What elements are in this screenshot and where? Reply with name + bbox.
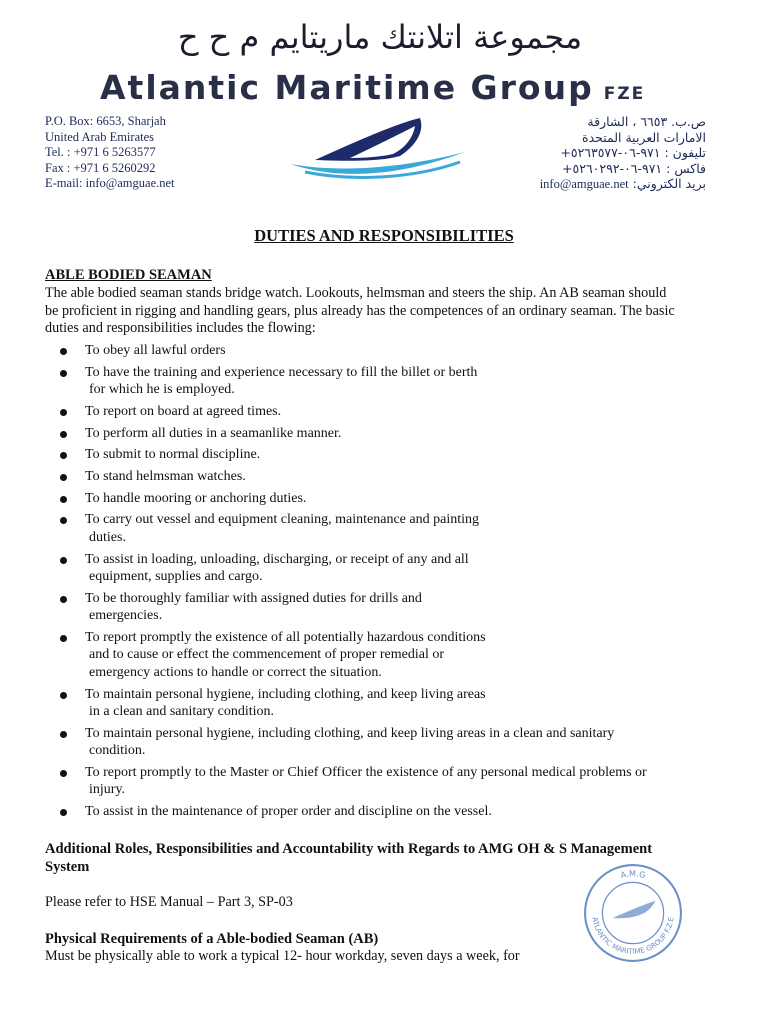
stamp-ship-icon — [613, 901, 656, 918]
duty-text: duties. — [89, 529, 126, 545]
document-title: DUTIES AND RESPONSIBILITIES — [254, 226, 514, 245]
intro-line: duties and responsibilities includes the flowing: — [45, 320, 316, 336]
intro-paragraph — [45, 285, 725, 338]
bullet-icon — [60, 731, 67, 738]
duty-text: To have the training and experience necessary to fill the billet or berth — [85, 364, 478, 380]
duty-text: and to cause or effect the commencement of proper remedial or — [89, 647, 445, 663]
section-heading-line: System — [45, 859, 90, 875]
intro-line: be proficient in rigging and handling gears, plus already has the competences of an ordinary seaman. The basic — [45, 302, 675, 319]
bullet-icon — [60, 692, 67, 699]
bullet-icon — [60, 474, 67, 481]
bullet-icon — [60, 431, 67, 438]
company-name — [100, 68, 645, 107]
hse-reference: Please refer to HSE Manual – Part 3, SP-03 — [45, 894, 293, 910]
duty-text: To carry out vessel and equipment cleaning, maintenance and painting — [85, 512, 479, 528]
contact-line: الامارات العربية المتحدة — [582, 129, 706, 145]
duty-item — [58, 425, 738, 443]
duty-item — [58, 511, 738, 546]
bullet-icon — [60, 409, 67, 416]
duty-item — [58, 686, 738, 721]
company-name-text: Atlantic Maritime Group — [100, 68, 594, 107]
duty-text: emergencies. — [89, 608, 163, 624]
contact-line: تليفون : ٩٧١-٠٦-٥٢٦٣٥٧٧+ — [560, 145, 706, 160]
duty-text: emergency actions to handle or correct the situation. — [89, 664, 382, 680]
duty-text: equipment, supplies and cargo. — [89, 569, 263, 584]
duty-item — [58, 468, 738, 486]
stamp-text-top: A.M.G — [619, 868, 647, 881]
email-address: info@amguae.net — [539, 177, 629, 191]
duty-text: To assist in loading, unloading, discharging, or receipt of any and all — [85, 551, 469, 567]
bullet-icon — [60, 635, 67, 642]
duty-text: To report on board at agreed times. — [85, 403, 282, 419]
duty-text: To perform all duties in a seamanlike manner. — [85, 425, 342, 441]
section-heading-line: Additional Roles, Responsibilities and Accountability with Regards to AMG OH & S Management — [45, 841, 653, 857]
duty-item — [58, 364, 738, 399]
stamp-text-bottom: ATLANTIC MARITIME GROUP F.Z.E — [590, 916, 676, 956]
arabic-company-name: مجموعة اتلانتك ماريتايم م ح ح — [177, 18, 583, 56]
bullet-icon — [60, 809, 67, 816]
section-heading-physical-requirements: Physical Requirements of a Able-bodied Seaman (AB) — [45, 931, 379, 947]
email-label: بريد الكتروني: — [632, 176, 706, 191]
bullet-icon — [60, 452, 67, 459]
svg-text:A.M.G — [619, 868, 646, 880]
duty-item — [58, 629, 738, 682]
bullet-icon — [60, 348, 67, 355]
bullet-icon — [60, 496, 67, 503]
duty-text: injury. — [89, 782, 126, 798]
bullet-icon — [60, 596, 67, 603]
physical-requirements-text: Must be physically able to work a typical 12- hour workday, seven days a week, for — [45, 948, 520, 964]
duty-item — [58, 764, 738, 799]
contact-info-english — [45, 114, 175, 192]
section-heading-additional-roles — [45, 840, 652, 876]
bullet-icon — [60, 517, 67, 524]
duty-text: To maintain personal hygiene, including clothing, and keep living areas — [85, 686, 486, 702]
duty-item — [58, 725, 738, 760]
duty-text: in a clean and sanitary condition. — [89, 704, 275, 720]
section-heading-able-bodied-seaman: ABLE BODIED SEAMAN — [45, 267, 212, 283]
contact-line: ص.ب. ٦٦٥٣ ، الشارقة — [587, 114, 706, 129]
duty-item — [58, 803, 738, 821]
duty-text: To be thoroughly familiar with assigned duties for drills and — [85, 590, 422, 606]
duties-list — [58, 342, 738, 825]
ship-logo-icon — [275, 112, 475, 192]
contact-line: فاكس : ٩٧١-٠٦-٥٢٦٠٢٩٢+ — [562, 160, 706, 176]
duty-text: To obey all lawful orders — [85, 343, 226, 358]
contact-line-email — [540, 176, 706, 193]
duty-text: To stand helmsman watches. — [85, 468, 246, 484]
contact-line: Fax : +971 6 5260292 — [45, 160, 156, 175]
duty-text: To report promptly to the Master or Chief Officer the existence of any personal medical problems or — [85, 764, 647, 780]
duty-text: for which he is employed. — [89, 382, 235, 398]
duty-text: condition. — [89, 743, 146, 759]
contact-line: United Arab Emirates — [45, 129, 154, 144]
duty-text: To submit to normal discipline. — [85, 447, 261, 463]
duty-text: To report promptly the existence of all potentially hazardous conditions — [85, 629, 486, 645]
duty-item — [58, 342, 738, 360]
contact-line: E-mail: info@amguae.net — [45, 176, 175, 190]
bullet-icon — [60, 770, 67, 777]
duty-text: To handle mooring or anchoring duties. — [85, 490, 307, 506]
duty-item — [58, 403, 738, 421]
duty-item — [58, 551, 738, 586]
company-suffix: FZE — [603, 84, 646, 104]
contact-info-arabic — [540, 114, 706, 193]
contact-line: Tel. : +971 6 5263577 — [45, 145, 156, 159]
contact-line: P.O. Box: 6653, Sharjah — [45, 114, 166, 128]
duty-text: To maintain personal hygiene, including clothing, and keep living areas in a clean and sanitary — [85, 725, 615, 741]
duty-item — [58, 446, 738, 464]
company-stamp — [582, 862, 684, 964]
intro-line: The able bodied seaman stands bridge watch. Lookouts, helmsman and steers the ship. An AB seaman should — [45, 285, 667, 301]
bullet-icon — [60, 557, 67, 564]
bullet-icon — [60, 370, 67, 377]
duty-item — [58, 590, 738, 625]
duty-item — [58, 490, 738, 508]
duty-text: To assist in the maintenance of proper order and discipline on the vessel. — [85, 804, 492, 820]
